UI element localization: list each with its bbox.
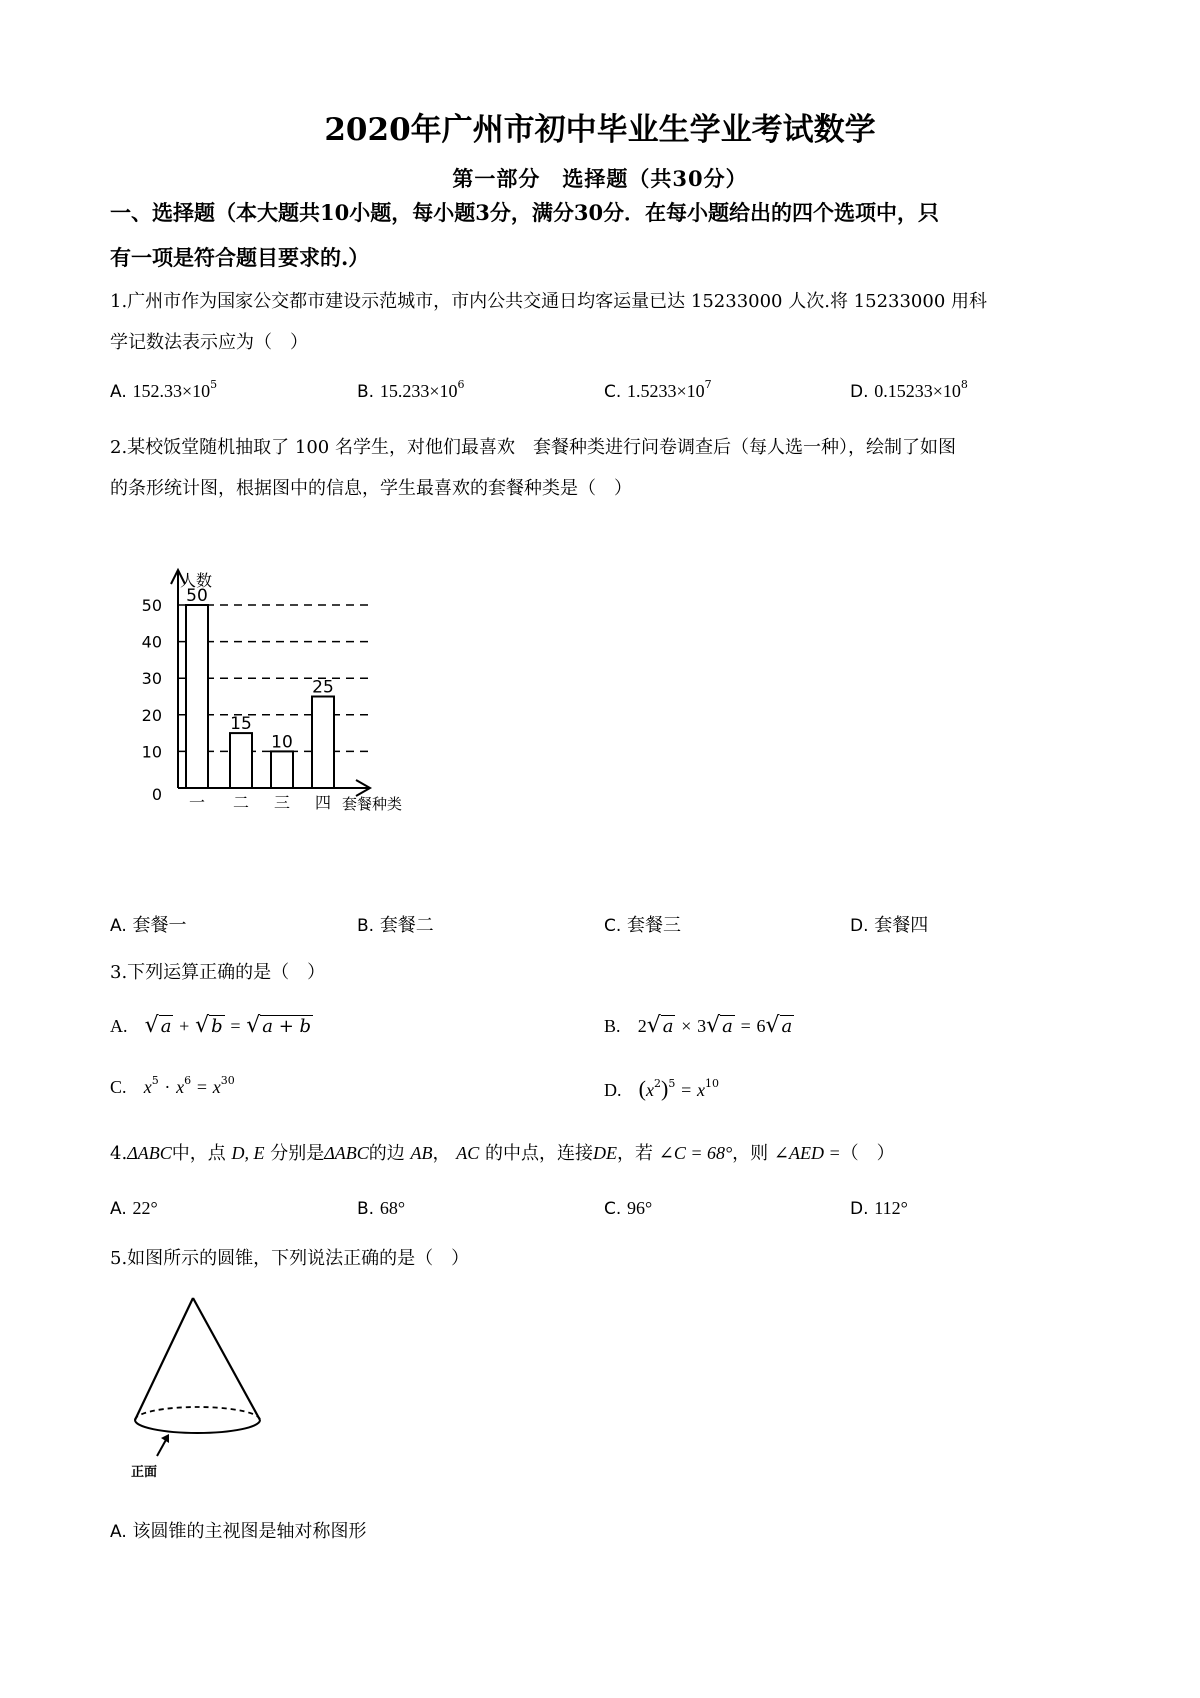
page-title: 2020年广州市初中毕业生学业考试数学 (324, 112, 876, 148)
q2-stem-line1: 2.某校饭堂随机抽取了 100 名学生，对他们最喜欢 套餐种类进行问卷调查后（每人选一种），绘制了如图 (110, 437, 956, 458)
section-heading-line1: 一、选择题（本大题共10小题，每小题3分，满分30分．在每小题给出的四个选项中，只 (110, 200, 940, 225)
x-tick-label: 二 (232, 793, 250, 812)
bar-data-label: 25 (312, 677, 334, 698)
y-tick-label: 50 (141, 596, 162, 615)
y-tick-label: 40 (141, 632, 162, 652)
q4-option-d[interactable]: D. 112° (850, 1198, 908, 1219)
part-subtitle: 第一部分 选择题（共30分） (452, 166, 748, 191)
cone-figure (125, 1290, 285, 1490)
q4-option-c[interactable]: C. 96° (604, 1198, 653, 1219)
q4-stem: 4.ΔABC中，点 D, E 分别是ΔABC的边 AB， AC 的中点，连接DE，若 ∠C = 68°，则 ∠AED =（ ） (110, 1143, 895, 1164)
y-tick-label: 20 (141, 705, 162, 725)
front-label: 正面 (131, 1465, 158, 1480)
q1-option-b[interactable]: B. $15.233\times 10^6$ (357, 378, 465, 402)
x-tick-label: 一 (188, 793, 206, 812)
cone-right-edge (193, 1298, 260, 1420)
x-axis-label: 套餐种类 (341, 795, 403, 813)
y-axis-label: 人数 (180, 571, 213, 590)
q2-option-a[interactable]: A. 套餐一 (110, 915, 187, 936)
x-tick-label: 四 (314, 793, 332, 812)
q2-stem-line2: 的条形统计图，根据图中的信息，学生最喜欢的套餐种类是（ ） (110, 478, 632, 499)
q2-option-b[interactable]: B. 套餐二 (357, 915, 434, 936)
q3-option-c[interactable]: C. $x^5 \cdot x^6 = x^{30}$ (110, 1074, 235, 1097)
q1-option-d[interactable]: D. $0.15233\times 10^8$ (850, 378, 968, 402)
bar (271, 751, 293, 788)
q5-stem: 5.如图所示的圆锥，下列说法正确的是（ ） (110, 1248, 470, 1269)
q2-option-d[interactable]: D. 套餐四 (850, 915, 929, 936)
q1-option-c[interactable]: C. $1.5233\times 10^7$ (604, 378, 712, 402)
q4-option-b[interactable]: B. 68° (357, 1198, 406, 1219)
q1-option-a[interactable]: A. $152.33\times 10^5$ (110, 378, 218, 402)
q3-option-b[interactable]: B. 2√ a × 3√ a = 6√ a (604, 1013, 793, 1038)
q4-option-a[interactable]: A. 22° (110, 1198, 158, 1219)
y-tick-label: 0 (151, 785, 162, 804)
cone-left-edge (135, 1298, 193, 1420)
cone-base-front (135, 1420, 260, 1433)
bar-data-label: 10 (271, 732, 293, 753)
cone-base-back (135, 1407, 260, 1420)
y-tick-label: 30 (141, 669, 162, 689)
q1-stem-line1: 1.广州市作为国家公交都市建设示范城市，市内公共交通日均客运量已达 15233000 人次.将 15233000 用科 (110, 291, 988, 312)
bar-data-label: 50 (186, 586, 208, 606)
q3-option-d[interactable]: D. $(x^2)^5 = x^{10}$ (604, 1076, 719, 1101)
q3-stem: 3.下列运算正确的是（ ） (110, 962, 326, 983)
bar (186, 605, 208, 788)
bar-data-label: 15 (230, 714, 252, 735)
bar (230, 733, 252, 788)
bar-chart (140, 560, 480, 890)
bar (312, 697, 334, 789)
section-heading-line2: 有一项是符合题目要求的.） (110, 245, 370, 270)
y-tick-label: 10 (141, 742, 162, 762)
q2-option-c[interactable]: C. 套餐三 (604, 915, 682, 936)
q5-option-a[interactable]: A. 该圆锥的主视图是轴对称图形 (110, 1521, 367, 1542)
q1-stem-line2: 学记数法表示应为（ ） (110, 332, 308, 353)
x-tick-label: 三 (273, 793, 291, 812)
q3-option-a[interactable]: A. √ a + √ b = √ a + b (110, 1013, 312, 1038)
